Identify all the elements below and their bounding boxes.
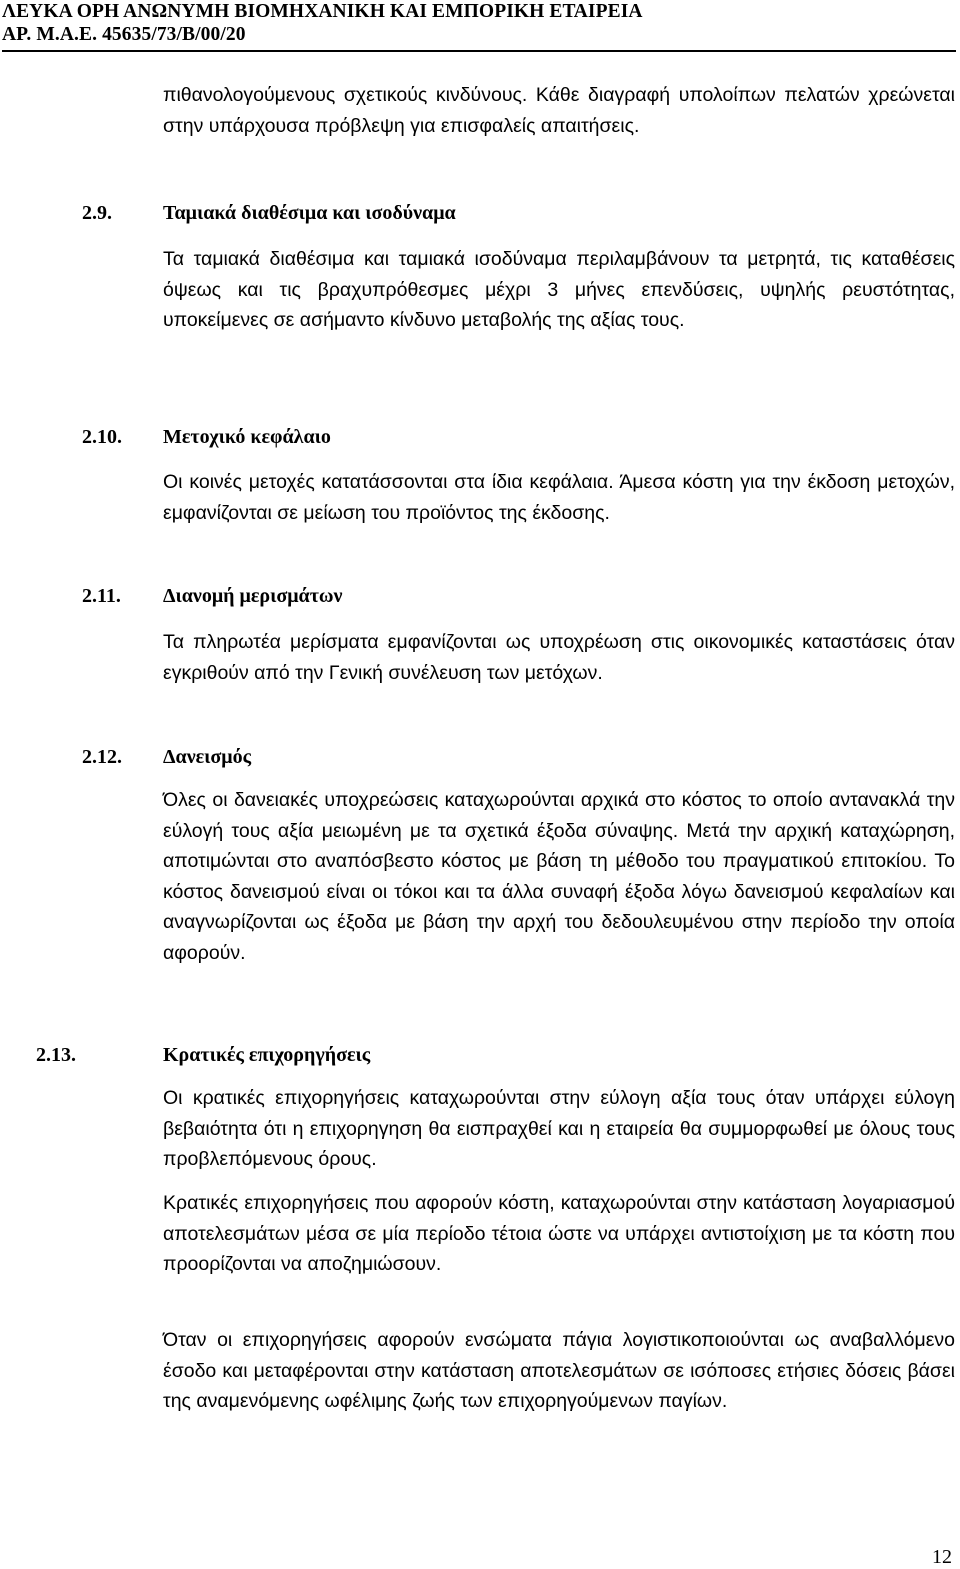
section-paragraph: Όταν οι επιχορηγήσεις αφορούν ενσώματα πάγια λογιστικοποιούνται ως αναβαλλόμενο έσοδο και μεταφέρονται στην κατάσταση αποτελεσμάτων σε ισόποσες ετήσιες δόσεις βάσει της αναμενόμενης ωφέλιμης ζωής των επιχορηγούμενων παγίων.	[163, 1329, 955, 1413]
company-name: ΛΕΥΚΑ ΟΡΗ ΑΝΩΝΥΜΗ ΒΙΟΜΗΧΑΝΙΚΗ ΚΑΙ ΕΜΠΟΡΙΚΗ ΕΤΑΙΡΕΙΑ	[2, 1, 643, 22]
section-number-2-11: 2.11.	[82, 585, 121, 607]
section-title-2-12: Δανεισμός	[163, 746, 252, 768]
section-paragraph: Κρατικές επιχορηγήσεις που αφορούν κόστη, καταχωρούνται στην κατάσταση λογαριασμού αποτελεσμάτων μέσα σε μία περίοδο τέτοια ώστε να υπάρχει αντιστοίχιση με τα κόστη που προορίζονται να αποζημιώσουν.	[163, 1192, 955, 1276]
section-body-2-12	[163, 785, 955, 969]
registration-number: ΑΡ. Μ.Α.Ε. 45635/73/Β/00/20	[2, 24, 246, 45]
section-body-2-10	[163, 467, 955, 528]
section-body-2-13-para-1	[163, 1083, 955, 1175]
section-title-2-11: Διανομή μερισμάτων	[163, 585, 343, 607]
header-rule	[2, 50, 956, 52]
section-number-2-13: 2.13.	[36, 1044, 76, 1066]
section-body-2-13-para-3	[163, 1325, 955, 1417]
section-number-2-12: 2.12.	[82, 746, 122, 768]
section-body-2-13-para-2	[163, 1188, 955, 1280]
page-number: 12	[932, 1546, 952, 1568]
section-number-2-9: 2.9.	[82, 202, 112, 224]
section-paragraph: Τα πληρωτέα μερίσματα εμφανίζονται ως υποχρέωση στις οικονομικές καταστάσεις όταν εγκριθούν από την Γενική συνέλευση των μετόχων.	[163, 631, 955, 684]
section-body-2-11	[163, 627, 955, 688]
section-title-2-13: Κρατικές επιχορηγήσεις	[163, 1044, 371, 1066]
section-title-2-9: Ταμιακά διαθέσιμα και ισοδύναμα	[163, 202, 456, 224]
section-number-2-10: 2.10.	[82, 426, 122, 448]
section-paragraph: Οι κοινές μετοχές κατατάσσονται στα ίδια κεφάλαια. Άμεσα κόστη για την έκδοση μετοχών, εμφανίζονται σε μείωση του προϊόντος της έκδοσης.	[163, 471, 955, 524]
section-body-2-9	[163, 244, 955, 336]
page-header	[2, 0, 643, 46]
intro-paragraph: πιθανολογούμενους σχετικούς κινδύνους. Κάθε διαγραφή υπολοίπων πελατών χρεώνεται στην υπάρχουσα πρόβλεψη για επισφαλείς απαιτήσεις.	[163, 84, 955, 137]
section-paragraph: Όλες οι δανειακές υποχρεώσεις καταχωρούνται αρχικά στο κόστος το οποίο αντανακλά την εύλογή τους αξία μειωμένη με τα σχετικά έξοδα σύναψης. Μετά την αρχική καταχώρηση, αποτιμώνται στο αναπόσβεστο κόστος με βάση τη μέθοδο του πραγματικού επιτοκίου. Το κόστος δανεισμού είναι οι τόκοι και τα άλλα συναφή έξοδα λόγω δανεισμού κεφαλαίων και αναγνωρίζονται ως έξοδα με βάση την αρχή του δεδουλευμένου στην περίοδο την οποία αφορούν.	[163, 789, 955, 964]
section-paragraph: Οι κρατικές επιχορηγήσεις καταχωρούνται στην εύλογη αξία τους όταν υπάρχει εύλογη βεβαιότητα ότι η επιχορηγηση θα εισπραχθεί και η εταιρεία θα συμμορφωθεί με όλους τους προβλεπόμενους όρους.	[163, 1087, 955, 1171]
section-paragraph: Τα ταμιακά διαθέσιμα και ταμιακά ισοδύναμα περιλαμβάνουν τα μετρητά, τις καταθέσεις όψεως και τις βραχυπρόθεσμες μέχρι 3 μήνες επενδύσεις, υψηλής ρευστότητας, υποκείμενες σε ασήμαντο κίνδυνο μεταβολής της αξίας τους.	[163, 248, 955, 332]
section-title-2-10: Μετοχικό κεφάλαιο	[163, 426, 331, 448]
